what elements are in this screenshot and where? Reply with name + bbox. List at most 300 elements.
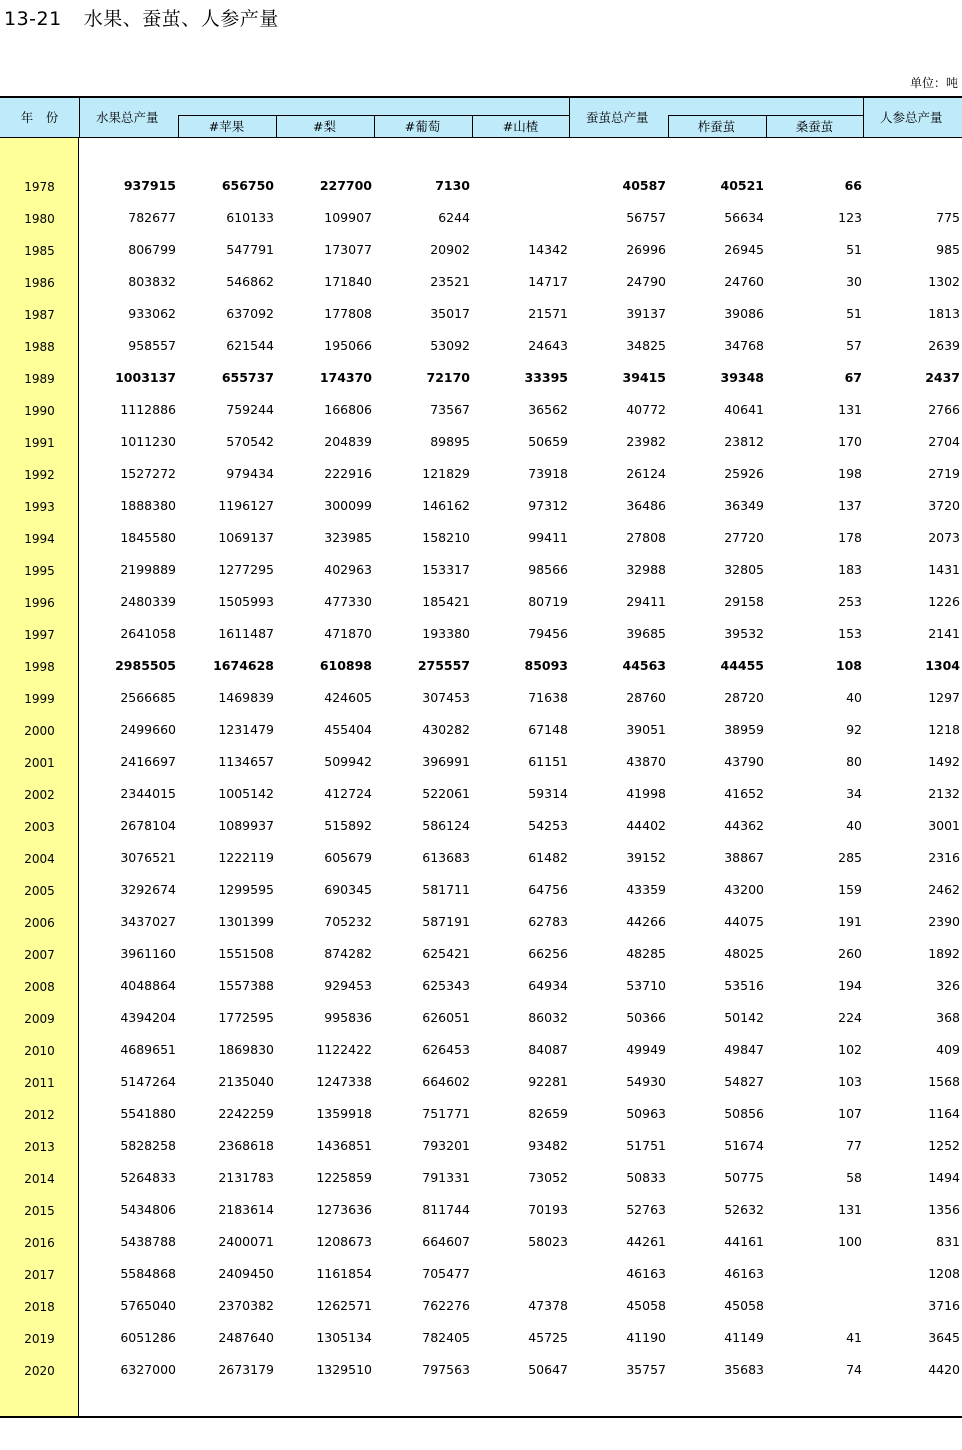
cell-tussah-cocoon: 54827 (724, 1074, 764, 1089)
cell-fruit-total: 5584868 (120, 1266, 176, 1281)
cell-apple: 979434 (226, 466, 274, 481)
cell-ginseng-total: 3716 (928, 1298, 960, 1313)
cell-apple: 610133 (226, 210, 274, 225)
cell-hawthorn: 80719 (528, 594, 568, 609)
cell-pear: 174370 (319, 370, 372, 385)
cell-pear: 402963 (324, 562, 372, 577)
cell-pear: 177808 (324, 306, 372, 321)
cell-apple: 621544 (226, 338, 274, 353)
cell-grape: 613683 (422, 850, 470, 865)
header-divider (569, 98, 570, 138)
table-bottom-rule (0, 1416, 962, 1418)
cell-hawthorn: 97312 (528, 498, 568, 513)
cell-pear: 515892 (324, 818, 372, 833)
cell-cocoon-total: 54930 (626, 1074, 666, 1089)
cell-ginseng-total: 831 (936, 1234, 960, 1249)
cell-apple: 1069137 (218, 530, 274, 545)
row-year: 2020 (24, 1364, 55, 1378)
cell-mulberry-cocoon: 253 (838, 594, 862, 609)
cell-tussah-cocoon: 44362 (724, 818, 764, 833)
cell-pear: 610898 (319, 658, 372, 673)
cell-grape: 522061 (422, 786, 470, 801)
cell-pear: 455404 (324, 722, 372, 737)
cell-grape: 23521 (430, 274, 470, 289)
table-row (0, 233, 962, 265)
cell-fruit-total: 2985505 (115, 658, 176, 673)
table-row (0, 489, 962, 521)
cell-tussah-cocoon: 27720 (724, 530, 764, 545)
table-title-text: 水果、蚕茧、人参产量 (83, 8, 279, 30)
cell-hawthorn: 50647 (528, 1362, 568, 1377)
cell-hawthorn: 58023 (528, 1234, 568, 1249)
cell-mulberry-cocoon: 159 (838, 882, 862, 897)
cell-hawthorn: 73918 (528, 466, 568, 481)
cell-apple: 637092 (226, 306, 274, 321)
cell-cocoon-total: 23982 (626, 434, 666, 449)
table-row (0, 1289, 962, 1321)
row-year: 1989 (24, 372, 55, 386)
cell-ginseng-total: 1297 (928, 690, 960, 705)
cell-apple: 1301399 (218, 914, 274, 929)
cell-grape: 762276 (422, 1298, 470, 1313)
cell-cocoon-total: 34825 (626, 338, 666, 353)
cell-cocoon-total: 27808 (626, 530, 666, 545)
cell-hawthorn: 70193 (528, 1202, 568, 1217)
cell-ginseng-total: 4420 (928, 1362, 960, 1377)
cell-tussah-cocoon: 46163 (724, 1266, 764, 1281)
cell-apple: 547791 (226, 242, 274, 257)
cell-tussah-cocoon: 39348 (720, 370, 764, 385)
cell-apple: 655737 (221, 370, 274, 385)
row-year: 2010 (24, 1044, 55, 1058)
cell-ginseng-total: 1494 (928, 1170, 960, 1185)
table-row (0, 937, 962, 969)
cell-tussah-cocoon: 50856 (724, 1106, 764, 1121)
cell-hawthorn: 61482 (528, 850, 568, 865)
cell-apple: 1134657 (218, 754, 274, 769)
cell-pear: 1161854 (316, 1266, 372, 1281)
cell-tussah-cocoon: 39532 (724, 626, 764, 641)
table-row (0, 1193, 962, 1225)
cell-grape: 185421 (422, 594, 470, 609)
cell-tussah-cocoon: 43200 (724, 882, 764, 897)
cell-grape: 146162 (422, 498, 470, 513)
cell-cocoon-total: 53710 (626, 978, 666, 993)
cell-ginseng-total: 985 (936, 242, 960, 257)
header-divider (178, 115, 179, 138)
cell-grape: 664607 (422, 1234, 470, 1249)
header-divider (766, 115, 767, 138)
cell-pear: 605679 (324, 850, 372, 865)
cell-pear: 1305134 (316, 1330, 372, 1345)
cell-ginseng-total: 2390 (928, 914, 960, 929)
table-row (0, 1001, 962, 1033)
cell-fruit-total: 5438788 (120, 1234, 176, 1249)
cell-pear: 874282 (324, 946, 372, 961)
row-year: 1978 (24, 180, 55, 194)
cell-apple: 2368618 (218, 1138, 274, 1153)
header-grape: #葡萄 (404, 119, 441, 134)
cell-ginseng-total: 3001 (928, 818, 960, 833)
cell-mulberry-cocoon: 51 (846, 242, 862, 257)
cell-tussah-cocoon: 52632 (724, 1202, 764, 1217)
cell-pear: 471870 (324, 626, 372, 641)
cell-hawthorn: 79456 (528, 626, 568, 641)
cell-mulberry-cocoon: 74 (846, 1362, 862, 1377)
cell-tussah-cocoon: 45058 (724, 1298, 764, 1313)
cell-grape: 782405 (422, 1330, 470, 1345)
cell-grape: 7130 (435, 178, 470, 193)
cell-ginseng-total: 1164 (928, 1106, 960, 1121)
cell-mulberry-cocoon: 30 (846, 274, 862, 289)
table-row (0, 745, 962, 777)
cell-fruit-total: 1003137 (115, 370, 176, 385)
cell-apple: 656750 (221, 178, 274, 193)
cell-tussah-cocoon: 49847 (724, 1042, 764, 1057)
table-number: 13-21 (4, 8, 62, 30)
table-row (0, 681, 962, 713)
cell-mulberry-cocoon: 34 (846, 786, 862, 801)
row-year: 1994 (24, 532, 55, 546)
cell-ginseng-total: 2132 (928, 786, 960, 801)
cell-pear: 1273636 (316, 1202, 372, 1217)
cell-cocoon-total: 50366 (626, 1010, 666, 1025)
table-row (0, 713, 962, 745)
row-year: 2007 (24, 948, 55, 962)
cell-grape: 751771 (422, 1106, 470, 1121)
cell-mulberry-cocoon: 191 (838, 914, 862, 929)
cell-tussah-cocoon: 38959 (724, 722, 764, 737)
row-year: 2001 (24, 756, 55, 770)
cell-hawthorn: 86032 (528, 1010, 568, 1025)
cell-hawthorn: 84087 (528, 1042, 568, 1057)
cell-fruit-total: 933062 (128, 306, 176, 321)
cell-grape: 307453 (422, 690, 470, 705)
cell-fruit-total: 4048864 (120, 978, 176, 993)
row-year: 2008 (24, 980, 55, 994)
cell-apple: 1557388 (218, 978, 274, 993)
cell-cocoon-total: 50963 (626, 1106, 666, 1121)
cell-apple: 1089937 (218, 818, 274, 833)
table-row (0, 809, 962, 841)
row-year: 2004 (24, 852, 55, 866)
cell-fruit-total: 2678104 (120, 818, 176, 833)
cell-ginseng-total: 1356 (928, 1202, 960, 1217)
cell-ginseng-total: 2719 (928, 466, 960, 481)
cell-grape: 153317 (422, 562, 470, 577)
row-year: 1996 (24, 596, 55, 610)
cell-ginseng-total: 3645 (928, 1330, 960, 1345)
cell-apple: 546862 (226, 274, 274, 289)
cell-pear: 1436851 (316, 1138, 372, 1153)
cell-cocoon-total: 26996 (626, 242, 666, 257)
cell-grape: 625421 (422, 946, 470, 961)
row-year: 2014 (24, 1172, 55, 1186)
cell-grape: 6244 (438, 210, 470, 225)
cell-tussah-cocoon: 35683 (724, 1362, 764, 1377)
cell-pear: 204839 (324, 434, 372, 449)
cell-mulberry-cocoon: 57 (846, 338, 862, 353)
cell-grape: 121829 (422, 466, 470, 481)
cell-fruit-total: 2566685 (120, 690, 176, 705)
cell-mulberry-cocoon: 137 (838, 498, 862, 513)
cell-apple: 1196127 (218, 498, 274, 513)
cell-apple: 1611487 (218, 626, 274, 641)
cell-apple: 759244 (226, 402, 274, 417)
cell-apple: 570542 (226, 434, 274, 449)
cell-tussah-cocoon: 43790 (724, 754, 764, 769)
cell-pear: 412724 (324, 786, 372, 801)
row-year: 1985 (24, 244, 55, 258)
cell-mulberry-cocoon: 183 (838, 562, 862, 577)
cell-apple: 1469839 (218, 690, 274, 705)
cell-hawthorn: 45725 (528, 1330, 568, 1345)
cell-tussah-cocoon: 25926 (724, 466, 764, 481)
cell-pear: 195066 (324, 338, 372, 353)
cell-ginseng-total: 2141 (928, 626, 960, 641)
cell-mulberry-cocoon: 194 (838, 978, 862, 993)
cell-hawthorn: 50659 (528, 434, 568, 449)
table-row (0, 297, 962, 329)
cell-cocoon-total: 44261 (626, 1234, 666, 1249)
cell-apple: 1772595 (218, 1010, 274, 1025)
row-year: 1992 (24, 468, 55, 482)
cell-tussah-cocoon: 23812 (724, 434, 764, 449)
cell-ginseng-total: 2766 (928, 402, 960, 417)
cell-tussah-cocoon: 41652 (724, 786, 764, 801)
cell-mulberry-cocoon: 285 (838, 850, 862, 865)
row-year: 1990 (24, 404, 55, 418)
cell-tussah-cocoon: 41149 (724, 1330, 764, 1345)
cell-fruit-total: 803832 (128, 274, 176, 289)
cell-pear: 1208673 (316, 1234, 372, 1249)
table-row (0, 393, 962, 425)
cell-grape: 587191 (422, 914, 470, 929)
cell-cocoon-total: 50833 (626, 1170, 666, 1185)
table-row (0, 1065, 962, 1097)
cell-hawthorn: 71638 (528, 690, 568, 705)
row-year: 2006 (24, 916, 55, 930)
cell-mulberry-cocoon: 123 (838, 210, 862, 225)
table-row (0, 969, 962, 1001)
table-row (0, 553, 962, 585)
cell-fruit-total: 5541880 (120, 1106, 176, 1121)
cell-apple: 1231479 (218, 722, 274, 737)
cell-mulberry-cocoon: 40 (846, 690, 862, 705)
cell-cocoon-total: 48285 (626, 946, 666, 961)
cell-tussah-cocoon: 40521 (720, 178, 764, 193)
table-row (0, 329, 962, 361)
cell-apple: 2409450 (218, 1266, 274, 1281)
cell-ginseng-total: 2316 (928, 850, 960, 865)
cell-pear: 477330 (324, 594, 372, 609)
cell-cocoon-total: 44266 (626, 914, 666, 929)
cell-grape: 581711 (422, 882, 470, 897)
cell-grape: 430282 (422, 722, 470, 737)
cell-cocoon-total: 49949 (626, 1042, 666, 1057)
cell-hawthorn: 67148 (528, 722, 568, 737)
cell-grape: 811744 (422, 1202, 470, 1217)
row-year: 1998 (24, 660, 55, 674)
cell-grape: 625343 (422, 978, 470, 993)
cell-ginseng-total: 326 (936, 978, 960, 993)
cell-apple: 1869830 (218, 1042, 274, 1057)
row-year: 1980 (24, 212, 55, 226)
header-pear: #梨 (313, 119, 336, 134)
cell-apple: 2487640 (218, 1330, 274, 1345)
cell-cocoon-total: 35757 (626, 1362, 666, 1377)
cell-cocoon-total: 24790 (626, 274, 666, 289)
cell-grape: 626051 (422, 1010, 470, 1025)
cell-pear: 171840 (324, 274, 372, 289)
cell-tussah-cocoon: 32805 (724, 562, 764, 577)
header-divider (863, 98, 864, 138)
cell-pear: 300099 (324, 498, 372, 513)
cell-pear: 173077 (324, 242, 372, 257)
cell-fruit-total: 2499660 (120, 722, 176, 737)
row-year: 2009 (24, 1012, 55, 1026)
cell-fruit-total: 958557 (128, 338, 176, 353)
row-year: 2003 (24, 820, 55, 834)
cell-pear: 424605 (324, 690, 372, 705)
row-year: 2017 (24, 1268, 55, 1282)
row-year: 1995 (24, 564, 55, 578)
header-fruit-total: 水果总产量 (96, 110, 159, 125)
table-row (0, 649, 962, 681)
cell-hawthorn: 98566 (528, 562, 568, 577)
row-year: 1988 (24, 340, 55, 354)
cell-hawthorn: 93482 (528, 1138, 568, 1153)
row-year: 1993 (24, 500, 55, 514)
table-title (4, 4, 279, 31)
cell-pear: 1122422 (316, 1042, 372, 1057)
table-row (0, 841, 962, 873)
cell-ginseng-total: 1208 (928, 1266, 960, 1281)
cell-cocoon-total: 44402 (626, 818, 666, 833)
cell-hawthorn: 73052 (528, 1170, 568, 1185)
header-ginseng-total: 人参总产量 (880, 110, 943, 125)
cell-ginseng-total: 2639 (928, 338, 960, 353)
cell-hawthorn: 64756 (528, 882, 568, 897)
cell-hawthorn: 59314 (528, 786, 568, 801)
cell-grape: 35017 (430, 306, 470, 321)
cell-fruit-total: 5828258 (120, 1138, 176, 1153)
cell-pear: 109907 (324, 210, 372, 225)
cell-fruit-total: 3076521 (120, 850, 176, 865)
cell-fruit-total: 1845580 (120, 530, 176, 545)
cell-apple: 2673179 (218, 1362, 274, 1377)
cell-fruit-total: 4689651 (120, 1042, 176, 1057)
cell-grape: 664602 (422, 1074, 470, 1089)
cell-fruit-total: 3437027 (120, 914, 176, 929)
cell-mulberry-cocoon: 77 (846, 1138, 862, 1153)
cell-cocoon-total: 39685 (626, 626, 666, 641)
table-row (0, 521, 962, 553)
cell-mulberry-cocoon: 131 (838, 1202, 862, 1217)
cell-cocoon-total: 46163 (626, 1266, 666, 1281)
cell-fruit-total: 3292674 (120, 882, 176, 897)
cell-apple: 2370382 (218, 1298, 274, 1313)
cell-grape: 20902 (430, 242, 470, 257)
header-cocoon-total: 蚕茧总产量 (586, 110, 649, 125)
cell-ginseng-total: 1218 (928, 722, 960, 737)
cell-hawthorn: 14717 (528, 274, 568, 289)
cell-ginseng-total: 3720 (928, 498, 960, 513)
cell-tussah-cocoon: 51674 (724, 1138, 764, 1153)
cell-fruit-total: 2344015 (120, 786, 176, 801)
cell-ginseng-total: 2073 (928, 530, 960, 545)
cell-pear: 509942 (324, 754, 372, 769)
header-tussah-cocoon: 柞蚕茧 (697, 119, 736, 134)
cell-ginseng-total: 368 (936, 1010, 960, 1025)
cell-mulberry-cocoon: 107 (838, 1106, 862, 1121)
cell-grape: 72170 (426, 370, 470, 385)
cell-pear: 323985 (324, 530, 372, 545)
cell-grape: 705477 (422, 1266, 470, 1281)
cell-ginseng-total: 1492 (928, 754, 960, 769)
cell-cocoon-total: 51751 (626, 1138, 666, 1153)
cell-fruit-total: 1527272 (120, 466, 176, 481)
cell-tussah-cocoon: 36349 (724, 498, 764, 513)
cell-hawthorn: 36562 (528, 402, 568, 417)
cell-hawthorn: 62783 (528, 914, 568, 929)
cell-apple: 2183614 (218, 1202, 274, 1217)
cell-mulberry-cocoon: 103 (838, 1074, 862, 1089)
cell-tussah-cocoon: 34768 (724, 338, 764, 353)
cell-fruit-total: 1011230 (120, 434, 176, 449)
cell-hawthorn: 54253 (528, 818, 568, 833)
cell-cocoon-total: 39152 (626, 850, 666, 865)
table-row (0, 361, 962, 393)
cell-tussah-cocoon: 40641 (724, 402, 764, 417)
cell-cocoon-total: 39051 (626, 722, 666, 737)
cell-grape: 275557 (417, 658, 470, 673)
cell-grape: 586124 (422, 818, 470, 833)
row-year: 2002 (24, 788, 55, 802)
cell-tussah-cocoon: 44455 (720, 658, 764, 673)
header-hawthorn: #山楂 (502, 119, 539, 134)
cell-cocoon-total: 32988 (626, 562, 666, 577)
cell-grape: 626453 (422, 1042, 470, 1057)
cell-cocoon-total: 56757 (626, 210, 666, 225)
cell-mulberry-cocoon: 40 (846, 818, 862, 833)
cell-ginseng-total: 1431 (928, 562, 960, 577)
cell-tussah-cocoon: 44161 (724, 1234, 764, 1249)
header-divider (668, 115, 669, 138)
cell-hawthorn: 64934 (528, 978, 568, 993)
cell-tussah-cocoon: 50142 (724, 1010, 764, 1025)
cell-fruit-total: 5147264 (120, 1074, 176, 1089)
cell-cocoon-total: 43870 (626, 754, 666, 769)
cell-fruit-total: 6051286 (120, 1330, 176, 1345)
row-year: 2005 (24, 884, 55, 898)
table-row (0, 585, 962, 617)
cell-grape: 791331 (422, 1170, 470, 1185)
table-row (0, 1161, 962, 1193)
cell-fruit-total: 2480339 (120, 594, 176, 609)
header-divider (472, 115, 473, 138)
row-year: 1999 (24, 692, 55, 706)
cell-pear: 705232 (324, 914, 372, 929)
table-row (0, 201, 962, 233)
cell-cocoon-total: 28760 (626, 690, 666, 705)
cell-fruit-total: 806799 (128, 242, 176, 257)
table-row (0, 873, 962, 905)
cell-ginseng-total: 2437 (925, 370, 960, 385)
cell-hawthorn: 99411 (528, 530, 568, 545)
cell-grape: 73567 (430, 402, 470, 417)
cell-cocoon-total: 41998 (626, 786, 666, 801)
